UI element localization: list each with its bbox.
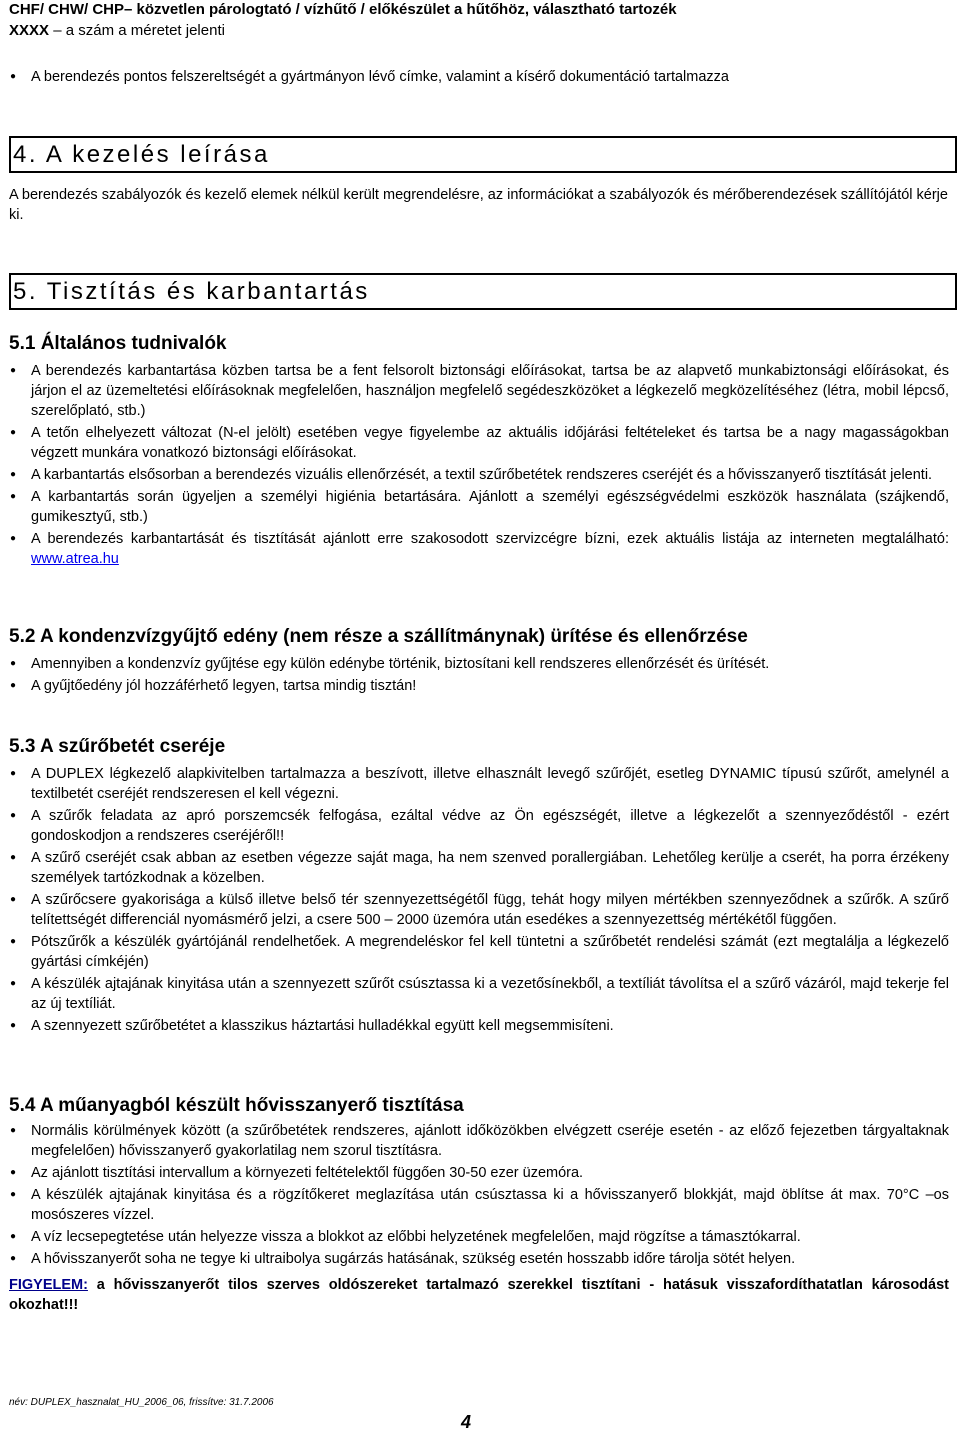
list-item: ● Amennyiben a kondenzvíz gyűjtése egy külön edénybe történik, biztosítani kell rendszeres ellenőrzését és ürítését. bbox=[9, 654, 949, 674]
section-4-text: A berendezés szabályozók és kezelő elemek nélkül került megrendelésre, az információkat a szabályozók és mérőberendezések szállítójától kérje ki. bbox=[9, 187, 948, 223]
list-item: ● A készülék ajtajának kinyitása után a szennyezett szűrőt csúsztassa ki a vezetősínekből, a textíliát távolítsa el a szűrő vázáról, majd tekerje fel az új textíliát. bbox=[9, 974, 949, 1014]
header-subtitle bbox=[9, 21, 225, 41]
page-number: 4 bbox=[461, 1412, 472, 1432]
list-item: ● A szűrők feladata az apró porszemcsék felfogása, ezáltal védve az Ön egészségét, illetve a légkezelőt a szennyeződéstől - ezért gondoskodjon a rendszeres cseréjéről!! bbox=[9, 806, 949, 846]
list-item: ● A tetőn elhelyezett változat (N-el jelölt) esetében vegye figyelembe az aktuális időjárási feltételeket és tartsa be a nagy magasságokban végzett munkára vonatkozó biztonsági előírásokat. bbox=[9, 423, 949, 463]
list-item: ● A gyűjtőedény jól hozzáférhető legyen, tartsa mindig tisztán! bbox=[9, 676, 949, 696]
list-item: ● A szűrő cseréjét csak abban az esetben végezze saját maga, ha nem szenved porallergiában. Lehetőleg kerülje a cserét, ha porra érzékeny személyek tartózkodnak a közelben. bbox=[9, 848, 949, 888]
list-item: ● A készülék ajtajának kinyitása és a rögzítőkeret meglazítása után csúsztassa ki a hővisszanyerő blokkját, majd öblítse át max. 70°C –os mosószeres vízzel. bbox=[9, 1185, 949, 1225]
atrea-link[interactable]: www.atrea.hu bbox=[31, 551, 119, 567]
section-5-3-title: 5.3 A szűrőbetét cseréje bbox=[9, 736, 226, 757]
section-5-4-list bbox=[9, 1121, 949, 1269]
header-code-note: – a szám a méretet jelenti bbox=[53, 22, 225, 39]
list-item: ● A szennyezett szűrőbetétet a klasszikus háztartási hulladékkal együtt kell megsemmisíteni. bbox=[9, 1016, 949, 1036]
warning-text: a hővisszanyerőt tilos szerves oldószereket tartalmazó szerekkel tisztítani - hatásuk visszafordíthatatlan károsodást okozhat!!! bbox=[9, 1277, 949, 1313]
section-5-title: 5. Tisztítás és karbantartás bbox=[9, 273, 957, 310]
section-5-2-list bbox=[9, 654, 949, 696]
warning-label: FIGYELEM: bbox=[9, 1277, 88, 1293]
section-5-1-list bbox=[9, 361, 949, 569]
list-item: ● A karbantartás során ügyeljen a személyi higiénia betartására. Ajánlott a személyi egészségvédelmi eszközök használata (szájkendő, gumikesztyű, stb.) bbox=[9, 487, 949, 527]
list-item-text: A berendezés karbantartását és tisztítását ajánlott erre szakosodott szervizcégre bízni, ezek aktuális listája az interneten megtalálható: bbox=[31, 531, 949, 547]
list-item bbox=[9, 529, 949, 569]
header-code: XXXX bbox=[9, 22, 50, 39]
section-4-title: 4. A kezelés leírása bbox=[9, 136, 957, 173]
header-title: CHF/ CHW/ CHP– közvetlen párologtató / vízhűtő / előkészület a hűtőhöz, választható tartozék bbox=[9, 1, 677, 18]
section-5-2-title: 5.2 A kondenzvízgyűjtő edény (nem része a szállítmánynak) ürítése és ellenőrzése bbox=[9, 626, 748, 647]
footer-filename: név: DUPLEX_hasznalat_HU_2006_06, frissítve: 31.7.2006 bbox=[9, 1397, 274, 1408]
list-item: ● A szűrőcsere gyakorisága a külső illetve belső tér szennyezettségétől függ, tehát hogy milyen mértékben szennyeződnek a szűrők. A szűrő telítettségét differenciál nyomásmérő jelzi, a csere 500 – 2000 üzemóra után esedékes a szennyezettség mértékétől függően. bbox=[9, 890, 949, 930]
list-item: ● A víz lecsepegtetése után helyezze vissza a blokkot az előbbi helyzetének megfelelően, majd rögzítse a támasztókarral. bbox=[9, 1227, 949, 1247]
section-5-3-list bbox=[9, 764, 949, 1036]
section-5-4-title: 5.4 A műanyagból készült hővisszanyerő tisztítása bbox=[9, 1095, 464, 1116]
list-item: ● A karbantartás elsősorban a berendezés vizuális ellenőrzését, a textil szűrőbetétek rendszeres cseréjét és a hővisszanyerő tisztítását jelenti. bbox=[9, 465, 949, 485]
list-item: ● Az ajánlott tisztítási intervallum a környezeti feltételektől függően 30-50 ezer üzemóra. bbox=[9, 1163, 949, 1183]
intro-bullet: ● A berendezés pontos felszereltségét a gyártmányon lévő címke, valamint a kísérő dokumentáció tartalmazza bbox=[9, 67, 960, 87]
list-item: ● A berendezés karbantartása közben tartsa be a fent felsorolt biztonsági előírásokat, tartsa be az alapvető munkabiztonsági előírásokat, és járjon el az üzemeltetési előírásoknak megfelelően, használjon megfelelő segédeszközöket a légkezelő megközelítéséhez (létra, mobil lépcső, szerelőplató, stb.) bbox=[9, 361, 949, 421]
list-item: ● Pótszűrők a készülék gyártójánál rendelhetőek. A megrendeléskor fel kell tüntetni a szűrőbetét rendelési számát (ezt megtalálja a légkezelő gyártási címkéjén) bbox=[9, 932, 949, 972]
list-item: ● A DUPLEX légkezelő alapkivitelben tartalmazza a beszívott, illetve elhasznált levegő szűrőjét, esetleg DYNAMIC típusú szűrőt, amelynél a textilbetét cseréjét rendszeresen el kell végezni. bbox=[9, 764, 949, 804]
warning-note bbox=[9, 1275, 949, 1315]
section-5-1-title: 5.1 Általános tudnivalók bbox=[9, 333, 227, 354]
list-item: ● A hővisszanyerőt soha ne tegye ki ultraibolya sugárzás hatásának, szükség esetén hosszabb időre tárolja sötét helyen. bbox=[9, 1249, 949, 1269]
list-item: ● Normális körülmények között (a szűrőbetétek rendszeres, ajánlott időközökben elvégzett cseréje esetén - az előző fejezetben tárgyaltaknak megfelelően) hővisszanyerő gyakorlatilag nem szorul tisztításra. bbox=[9, 1121, 949, 1161]
